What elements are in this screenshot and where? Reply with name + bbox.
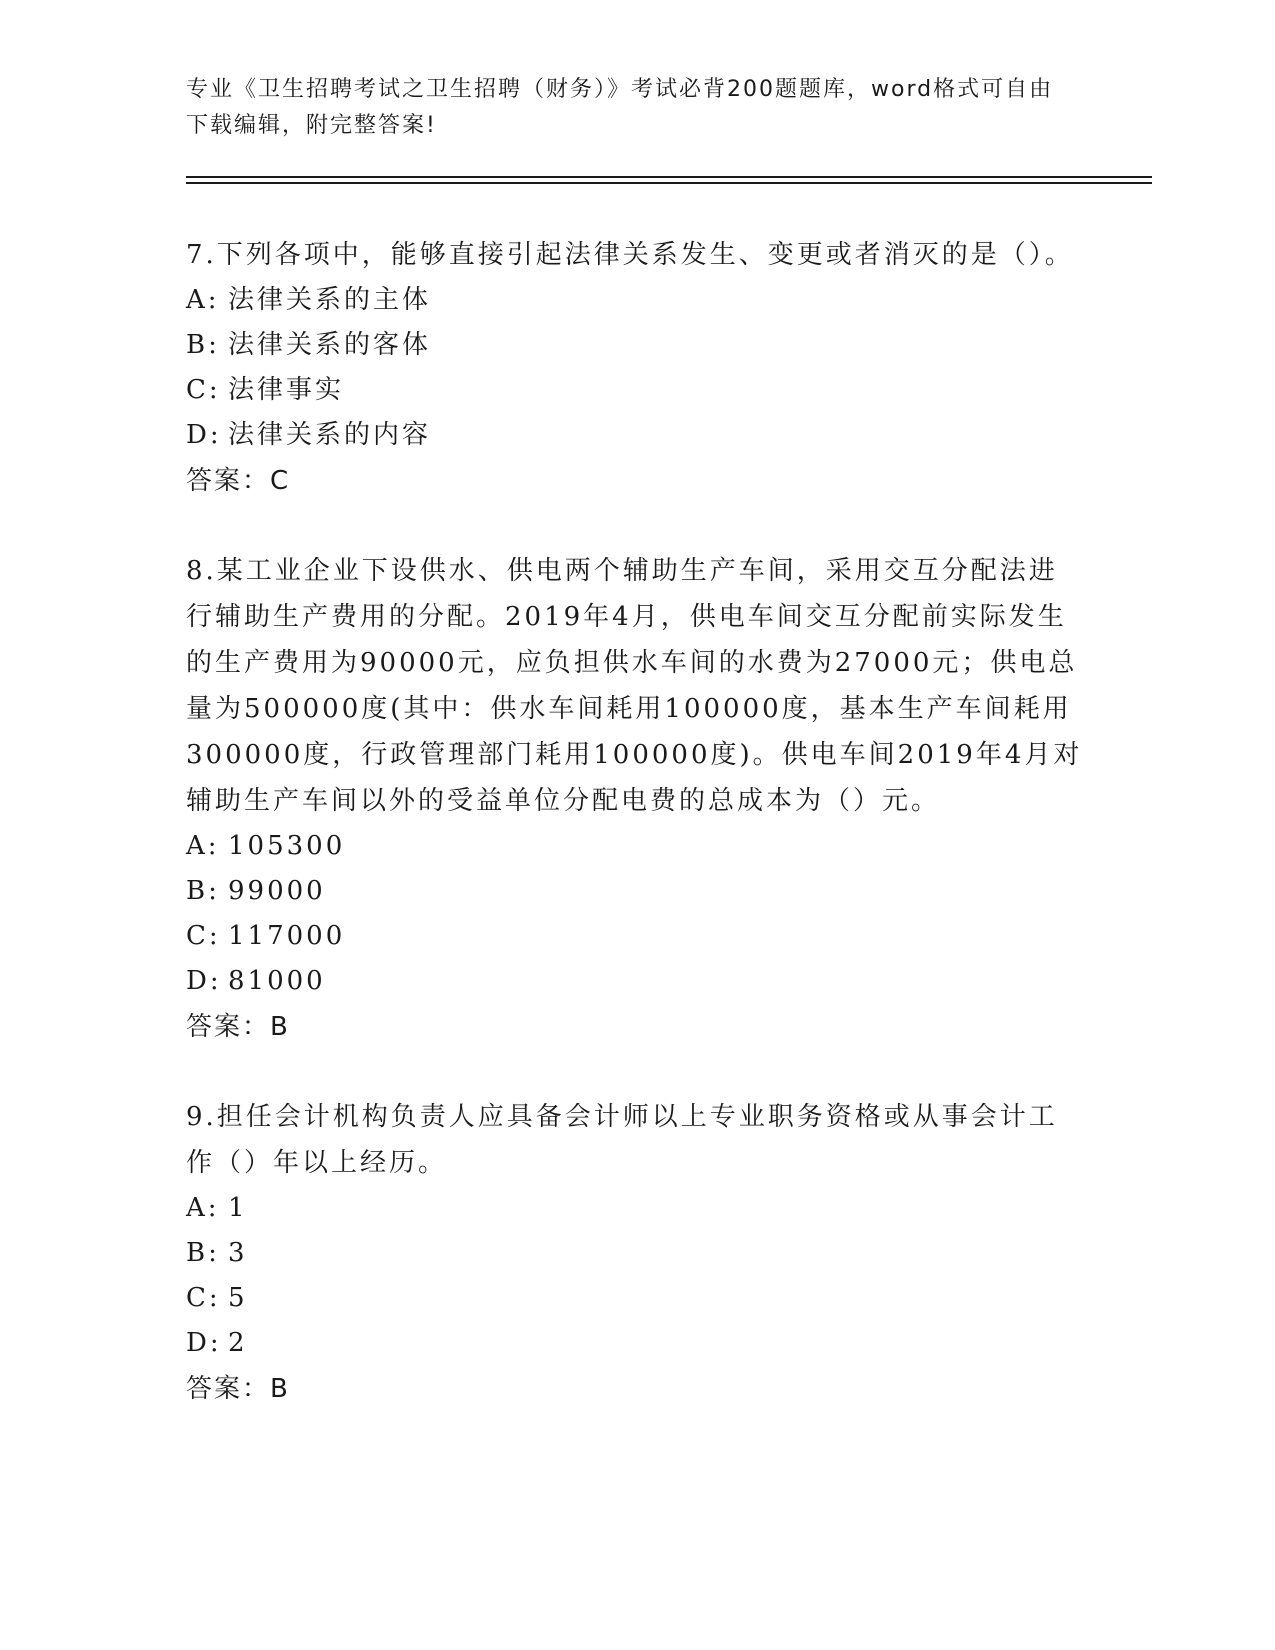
option-label: A: — [186, 1193, 220, 1223]
question-9 — [186, 1094, 1086, 1412]
option-label: C: — [186, 375, 221, 405]
question-8 — [186, 548, 1086, 1050]
question-stem: 8.某工业企业下设供水、供电两个辅助生产车间，采用交互分配法进行辅助生产费用的分配。2019年4月，供电车间交互分配前实际发生的生产费用为90000元，应负担供水车间的水费为27000元；供电总量为500000度(其中：供水车间耗用100000度，基本生产车间耗用300000度，行政管理部门耗用100000度)。供电车间2019年4月对辅助生产车间以外的受益单位分配电费的总成本为（）元。 — [186, 556, 1083, 816]
option-label: B: — [186, 1238, 220, 1268]
answer-line: 答案：B — [186, 1012, 290, 1042]
option-label: B: — [186, 330, 220, 360]
document-header: 专业《卫生招聘考试之卫生招聘（财务）》考试必背200题题库，word格式可自由下载编辑，附完整答案! — [186, 77, 1054, 138]
option-a — [186, 824, 1086, 869]
option-b — [186, 869, 1086, 914]
option-a — [186, 278, 1086, 323]
option-label: A: — [186, 831, 220, 861]
option-d — [186, 959, 1086, 1004]
option-label: D: — [186, 420, 222, 450]
option-c — [186, 368, 1086, 413]
header-rule-top — [186, 176, 1152, 178]
option-label: B: — [186, 876, 220, 906]
option-text: 5 — [228, 1283, 248, 1313]
option-label: A: — [186, 285, 220, 315]
option-b — [186, 1231, 1086, 1276]
question-stem: 9.担任会计机构负责人应具备会计师以上专业职务资格或从事会计工作（）年以上经历。 — [186, 1102, 1058, 1178]
option-c — [186, 1276, 1086, 1321]
option-text: 3 — [228, 1238, 248, 1268]
option-text: 法律关系的主体 — [228, 285, 432, 315]
option-text: 81000 — [228, 966, 326, 996]
question-list — [186, 232, 1086, 1456]
option-label: D: — [186, 966, 222, 996]
question-stem: 7.下列各项中，能够直接引起法律关系发生、变更或者消灭的是（）。 — [186, 240, 1074, 270]
question-7 — [186, 232, 1086, 504]
option-d — [186, 413, 1086, 458]
option-text: 法律关系的内容 — [228, 420, 432, 450]
option-text: 2 — [228, 1328, 248, 1358]
option-text: 117000 — [228, 921, 346, 951]
option-text: 105300 — [228, 831, 346, 861]
answer-line: 答案：B — [186, 1374, 290, 1404]
option-label: C: — [186, 1283, 221, 1313]
option-text: 99000 — [228, 876, 326, 906]
option-c — [186, 914, 1086, 959]
header-rule-bottom — [186, 182, 1152, 184]
option-b — [186, 323, 1086, 368]
option-label: C: — [186, 921, 221, 951]
option-label: D: — [186, 1328, 222, 1358]
option-d — [186, 1321, 1086, 1366]
option-text: 法律关系的客体 — [228, 330, 432, 360]
option-a — [186, 1186, 1086, 1231]
option-text: 法律事实 — [228, 375, 345, 405]
answer-line: 答案：C — [186, 466, 291, 496]
option-text: 1 — [228, 1193, 248, 1223]
